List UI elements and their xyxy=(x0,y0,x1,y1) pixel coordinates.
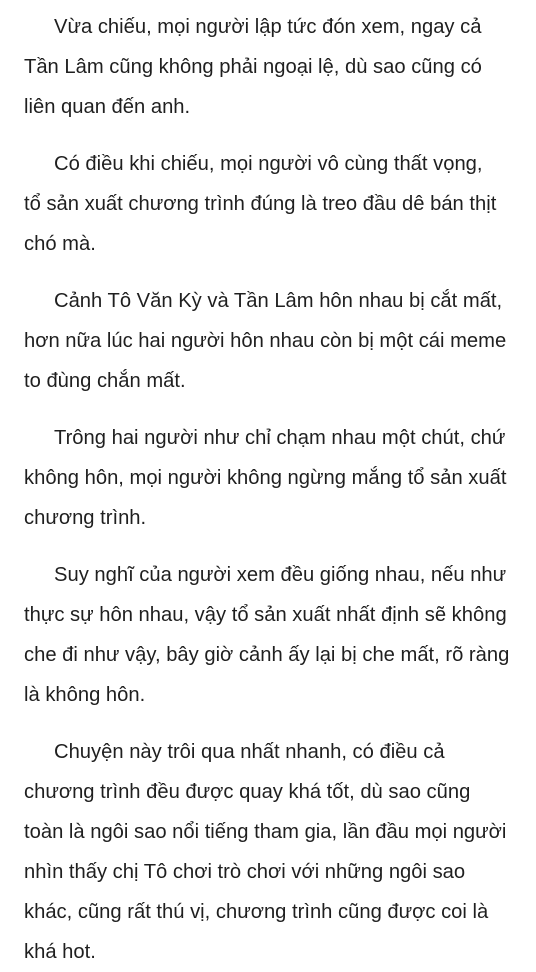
text-line: là không hôn. xyxy=(24,684,146,706)
paragraph-2 xyxy=(24,144,524,264)
text-line: thực sự hôn nhau, vậy tổ sản xuất nhất định sẽ không xyxy=(24,604,507,626)
paragraph-6 xyxy=(24,732,524,972)
paragraph-3 xyxy=(24,281,524,401)
text-line: khá hot. xyxy=(24,941,96,963)
text-line: Vừa chiếu, mọi người lập tức đón xem, ngay cả xyxy=(54,16,482,38)
text-line: che đi như vậy, bây giờ cảnh ấy lại bị che mất, rõ ràng xyxy=(24,644,510,666)
text-line: liên quan đến anh. xyxy=(24,96,191,118)
paragraph-1 xyxy=(24,7,524,127)
text-line: tổ sản xuất chương trình đúng là treo đầu dê bán thịt xyxy=(24,193,497,215)
paragraph-5 xyxy=(24,555,524,715)
text-line: Chuyện này trôi qua nhất nhanh, có điều cả xyxy=(54,741,445,763)
text-line: Suy nghĩ của người xem đều giống nhau, nếu như xyxy=(54,564,507,586)
text-line: Tần Lâm cũng không phải ngoại lệ, dù sao cũng có xyxy=(24,56,482,78)
text-line: chương trình. xyxy=(24,507,147,529)
text-line: Trông hai người như chỉ chạm nhau một chút, chứ xyxy=(54,427,506,449)
text-line: không hôn, mọi người không ngừng mắng tổ sản xuất xyxy=(24,467,507,489)
text-line: chương trình đều được quay khá tốt, dù sao cũng xyxy=(24,781,471,803)
paragraph-4 xyxy=(24,418,524,538)
text-line: toàn là ngôi sao nổi tiếng tham gia, lần đầu mọi người xyxy=(24,821,507,843)
text-line: hơn nữa lúc hai người hôn nhau còn bị một cái meme xyxy=(24,330,507,352)
text-line: Cảnh Tô Văn Kỳ và Tần Lâm hôn nhau bị cắt mất, xyxy=(54,290,503,312)
text-line: Có điều khi chiếu, mọi người vô cùng thất vọng, xyxy=(54,153,483,175)
text-line: to đùng chắn mất. xyxy=(24,370,186,392)
text-line: khác, cũng rất thú vị, chương trình cũng được coi là xyxy=(24,901,489,923)
text-line: nhìn thấy chị Tô chơi trò chơi với những ngôi sao xyxy=(24,861,466,883)
text-line: chó mà. xyxy=(24,233,96,255)
